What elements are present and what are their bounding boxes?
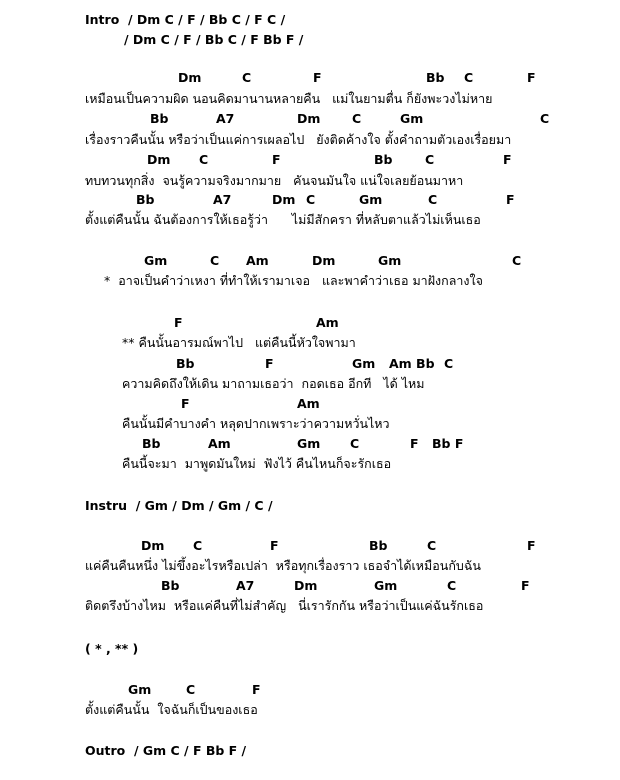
chord: Bb (150, 111, 169, 126)
chord: Gm (128, 682, 152, 697)
chord: F (527, 538, 536, 553)
chord: Gm (144, 253, 168, 268)
chord: A7 (213, 192, 232, 207)
chord: Dm (272, 192, 296, 207)
chord: Gm (359, 192, 383, 207)
chord: Am (208, 436, 231, 451)
chord: C (447, 578, 457, 593)
intro-line-1: Intro / Dm C / F / Bb C / F C / (85, 12, 286, 27)
lyric-line: คืนนี้จะมา มาพูดมันใหม่ ฟังไว้ คืนไหนก็จะรักเธอ (122, 456, 392, 471)
chord: C (199, 152, 209, 167)
chord: C (210, 253, 220, 268)
chord: Dm (147, 152, 171, 167)
chord: C (186, 682, 196, 697)
lyric-line: เรื่องราวคืนนั้น หรือว่าเป็นแค่การเผลอไป ยังติดค้างใจ ตั้งคำถามตัวเองเรื่อยมา (85, 132, 512, 147)
chord: F (527, 70, 536, 85)
lyric-line: เหมือนเป็นความผิด นอนคิดมานานหลายคืน แม่ในยามตื่น ก็ยังพะวงไม่หาย (85, 91, 493, 106)
chord: C (464, 70, 474, 85)
chord: Gm (297, 436, 321, 451)
lyric-line: ตั้งแต่คืนนั้น ใจฉันก็เป็นของเธอ (85, 702, 258, 717)
chord: Am (246, 253, 269, 268)
intro-line-2: / Dm C / F / Bb C / F Bb F / (124, 32, 304, 47)
lyric-line: ความคิดถึงให้เดิน มาถามเธอว่า กอดเธอ อีกที ได้ ไหม (122, 376, 425, 391)
chord: F (313, 70, 322, 85)
chord: C (540, 111, 550, 126)
chord: C (512, 253, 522, 268)
chord: Gm (352, 356, 376, 371)
lyric-line: ติดตรึงบ้างไหม หรือแค่คืนที่ไม่สำคัญ นี่เรารักกัน หรือว่าเป็นแค่ฉันรักเธอ (85, 598, 484, 613)
chord: Gm (378, 253, 402, 268)
outro-line: Outro / Gm C / F Bb F / (85, 743, 247, 758)
chord: C (306, 192, 316, 207)
chord: F (272, 152, 281, 167)
chord: Gm (374, 578, 398, 593)
repeat-marker: ( * , ** ) (85, 641, 139, 656)
chord: C (350, 436, 360, 451)
lyric-line: แค่คืนคืนหนึ่ง ไม่ขึ้งอะไรหรือเปล่า หรือทุกเรื่องราว เธอจำได้เหมือนกับฉัน (85, 558, 481, 573)
chord: F (410, 436, 419, 451)
chord: F (265, 356, 274, 371)
chord: Dm (141, 538, 165, 553)
chord: Bb (426, 70, 445, 85)
chord: Bb (374, 152, 393, 167)
lyric-line: คืนนั้นมีคำบางคำ หลุดปากเพราะว่าความหวั่นไหว (122, 416, 390, 431)
chord: Dm (312, 253, 336, 268)
chord: C (242, 70, 252, 85)
chord: Bb (176, 356, 195, 371)
chord: C (428, 192, 438, 207)
lyric-line: * อาจเป็นคำว่าเหงา ที่ทำให้เรามาเจอ และพาคำว่าเธอ มาฝังกลางใจ (104, 273, 483, 288)
chord: A7 (236, 578, 255, 593)
chord: F (174, 315, 183, 330)
chord: Gm (400, 111, 424, 126)
chord: Am (316, 315, 339, 330)
chord: C (352, 111, 362, 126)
chord: Bb (369, 538, 388, 553)
chord: C (425, 152, 435, 167)
chord: F (270, 538, 279, 553)
chord: A7 (216, 111, 235, 126)
chord: Bb (142, 436, 161, 451)
chord: F (252, 682, 261, 697)
chord: Am (297, 396, 320, 411)
lyric-line: ตั้งแต่คืนนั้น ฉันต้องการให้เธอรู้ว่า ไม่มีสักครา ที่หลับตาแล้วไม่เห็นเธอ (85, 212, 481, 227)
chord: C (193, 538, 203, 553)
chord: F (521, 578, 530, 593)
lyric-line: ทบทวนทุกสิ่ง จนรู้ความจริงมากมาย คันจนมันใจ แน่ใจเลยย้อนมาหา (85, 173, 464, 188)
chord: F (506, 192, 515, 207)
chord: C (444, 356, 454, 371)
chord: Bb (161, 578, 180, 593)
chord: C (427, 538, 437, 553)
chord: F (503, 152, 512, 167)
instrumental-line: Instru / Gm / Dm / Gm / C / (85, 498, 273, 513)
chord: Bb (136, 192, 155, 207)
chord: Dm (297, 111, 321, 126)
chord: Dm (294, 578, 318, 593)
chord: Am Bb (389, 356, 435, 371)
chord: Dm (178, 70, 202, 85)
lyric-line: ** คืนนั้นอารมณ์พาไป แต่คืนนี้หัวใจพามา (122, 335, 356, 350)
chord: Bb F (432, 436, 464, 451)
chord: F (181, 396, 190, 411)
